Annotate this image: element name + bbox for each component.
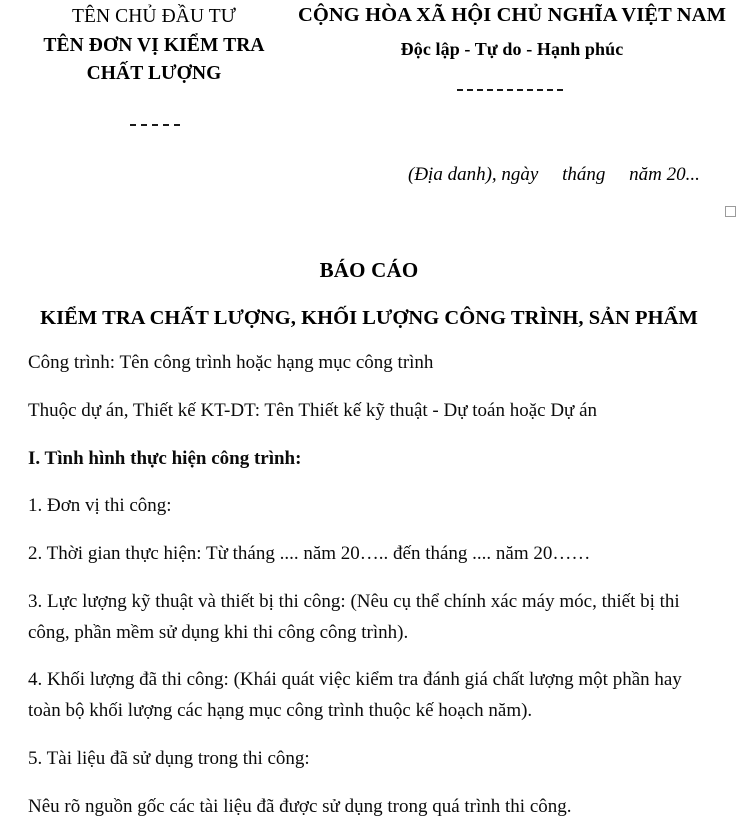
page-subtitle: KIỂM TRA CHẤT LƯỢNG, KHỐI LƯỢNG CÔNG TRÌNH, SẢN PHẨM — [40, 307, 698, 330]
item-1-construction-unit: 1. Đơn vị thi công: — [28, 495, 172, 517]
item-5-materials-used: 5. Tài liệu đã sử dụng trong thi công: — [28, 747, 310, 769]
country-name-label: CỘNG HÒA XÃ HỘI CHỦ NGHĨA VIỆT NAM — [297, 4, 727, 26]
inspection-unit-line-2: CHẤT LƯỢNG — [86, 62, 222, 84]
document-body — [28, 348, 716, 839]
place-and-date-line: (Địa danh), ngày tháng năm 20... — [408, 164, 700, 185]
page-title: BÁO CÁO — [319, 258, 419, 282]
project-name-line: Công trình: Tên công trình hoặc hạng mục công trình — [28, 352, 434, 373]
header-left-column — [8, 4, 300, 86]
inspection-unit-line-1: TÊN ĐƠN VỊ KIỂM TRA — [43, 35, 265, 57]
national-motto-label: Độc lập - Tự do - Hạnh phúc — [400, 38, 624, 59]
owner-name-label: TÊN CHỦ ĐẦU TƯ — [71, 6, 237, 27]
item-4-completed-volume: 4. Khối lượng đã thi công: (Khái quát việc kiểm tra đánh giá chất lượng một phần hay toàn bộ khối lượng các hạng mục công trình thuộc kế hoạch năm). — [28, 669, 682, 722]
right-divider-rule — [457, 89, 563, 91]
item-5-note: Nêu rõ nguồn gốc các tài liệu đã được sử dụng trong quá trình thi công. — [28, 795, 572, 817]
document-header — [0, 0, 738, 150]
section-heading-i: I. Tình hình thực hiện công trình: — [28, 447, 302, 469]
title-block — [0, 257, 738, 332]
empty-checkbox-icon — [725, 206, 736, 217]
header-right-column — [286, 2, 738, 61]
design-estimate-line: Thuộc dự án, Thiết kế KT-DT: Tên Thiết kế kỹ thuật - Dự toán hoặc Dự án — [28, 399, 598, 421]
item-2-execution-time: 2. Thời gian thực hiện: Từ tháng .... năm 20….. đến tháng .... năm 20…… — [28, 543, 591, 565]
item-3-technical-force: 3. Lực lượng kỹ thuật và thiết bị thi công: (Nêu cụ thể chính xác máy móc, thiết bị thi công, phần mềm sử dụng khi thi công công trình). — [28, 590, 680, 643]
left-divider-rule — [130, 124, 180, 126]
